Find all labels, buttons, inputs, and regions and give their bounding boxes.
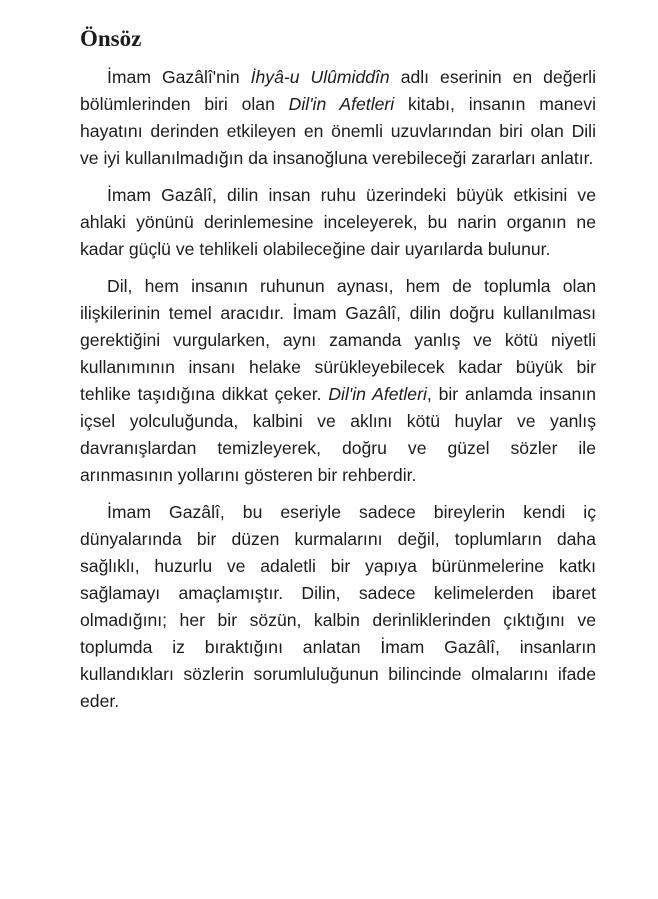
paragraph-1 <box>80 64 596 172</box>
book-title-dilin-afetleri-2: Dil'in Afetleri <box>328 384 427 404</box>
book-title-ihya: İhyâ-u Ulûmiddîn <box>250 67 390 87</box>
book-title-dilin-afetleri: Dil'in Afetleri <box>288 94 395 114</box>
paragraph-1-text-b: adlı eserinin en değerli bölümlerinden biri olan <box>80 67 596 114</box>
paragraph-1-text-a: İmam Gazâlî'nin <box>107 67 251 87</box>
paragraph-3-text-b: , bir anlamda insanın içsel yolculuğunda, kalbini ve aklını kötü huylar ve yanlış davranışlardan temizleyerek, doğru ve güzel sözler ile arınmasının yollarını gösteren bir rehberdir. <box>80 384 596 485</box>
paragraph-4: İmam Gazâlî, bu eseriyle sadece bireylerin kendi iç dünyalarında bir düzen kurmalarını değil, toplumların daha sağlıklı, huzurlu ve adaletli bir yapıya bürünmelerine katkı sağlamayı amaçlamıştır. Dilin, sadece kelimelerden ibaret olmadığını; her bir sözün, kalbin derinliklerinden çıktığını ve toplumda iz bıraktığını anlatan İmam Gazâlî, insanların kullandıkları sözlerin sorumluluğunun bilincinde olmalarını ifade eder. <box>80 502 596 711</box>
paragraph-2: İmam Gazâlî, dilin insan ruhu üzerindeki büyük etkisini ve ahlaki yönünü derinlemesine inceleyerek, bu narin organın ne kadar güçlü ve tehlikeli olabileceğine dair uyarılarda bulunur. <box>80 185 596 259</box>
paragraph-3 <box>80 273 596 489</box>
paragraph-3-text-a: Dil, hem insanın ruhunun aynası, hem de toplumla olan ilişkilerinin temel aracıdır. İmam Gazâlî, dilin doğru kullanılması gerektiğini vurgularken, aynı zamanda yanlış ve kötü niyetli kullanımının insanı helake sürükleyebilecek kadar büyük bir tehlike taşıdığına dikkat çeker. <box>80 276 596 404</box>
paragraph-1-text-c: kitabı, insanın manevi hayatını derinden etkileyen en önemli uzuvlarından biri olan Dili ve iyi kullanılmadığın da insanoğluna verebileceği zararları anlatır. <box>80 94 596 168</box>
section-heading: Önsöz <box>80 26 142 51</box>
page <box>80 24 596 725</box>
